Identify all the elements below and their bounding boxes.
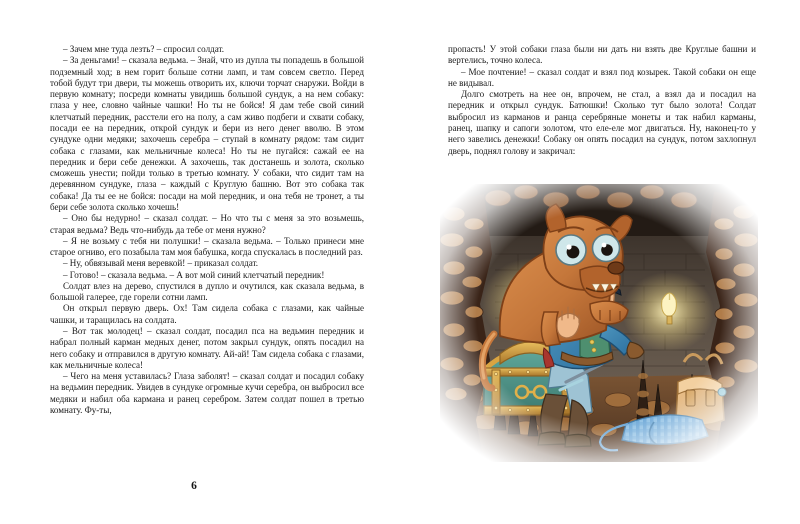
illustration-artwork bbox=[440, 184, 758, 462]
paragraph: – Готово! – сказала ведьма. – А вот мой синий клетчатый передник! bbox=[63, 269, 325, 280]
paragraph: – Ну, обвязывай меня веревкой! – приказал солдат. bbox=[63, 258, 259, 269]
paragraph: – Я не возьму с тебя ни полушки! – сказала ведьма. – Только принеси мне старое огниво, его позабыла там моя бабушка, когда спускалась в последний раз. bbox=[50, 235, 364, 258]
page-number: 6 bbox=[191, 480, 197, 492]
paragraph: – Зачем мне туда лезть? – спросил солдат. bbox=[63, 44, 225, 54]
paragraph: пропасть! У этой собаки глаза были ни дать ни взять две Круглые башни и вертелись, точно колеса. bbox=[448, 44, 756, 66]
paragraph: – Вот так молодец! – сказал солдат, посадил пса на ведьмин передник и набрал полный карман медных денег, потом закрыл сундук, опять посадил на него собаку и отправился в другую комнату. Ай-ай! Там сидела собака с глазами, как мельничные колеса! bbox=[50, 326, 364, 370]
paragraph: Солдат влез на дерево, спустился в дупло и очутился, как сказала ведьма, в большой галерее, где горели сотни ламп. bbox=[50, 280, 364, 303]
paragraph: – Чего на меня уставилась? Глаза заболят! – сказал солдат и посадил собаку на ведьмин передник. Увидев в сундуке огромные кучи серебра, он выбросил все медяки и набил оба кармана и ранец серебром. Затем солдат пошел в третью комнату. Фу-ты, bbox=[50, 371, 364, 415]
right-page-text-column bbox=[448, 44, 756, 157]
paragraph: Долго смотреть на нее он, впрочем, не стал, а взял да и посадил на передник и открыл сундук. Батюшки! Сколько тут было золота! Солдат выбросил из карманов и ранца серебряные монеты и так набил карманы, ранец, шапку и сапоги золотом, что еле-еле мог двигаться. Ну, наконец-то у него завелись денежки! Собаку он опять посадил на сундук, потом захлопнул дверь, поднял голову и закричал: bbox=[448, 89, 756, 156]
paragraph: – Оно бы недурно! – сказал солдат. – Но что ты с меня за это возьмешь, старая ведьма? Ведь что-нибудь да тебе от меня нужно? bbox=[50, 213, 364, 235]
illustration bbox=[440, 184, 758, 462]
paragraph: – Мое почтение! – сказал солдат и взял под козырек. Такой собаки он еще не видывал. bbox=[448, 66, 756, 88]
paragraph: – За деньгами! – сказала ведьма. – Знай, что из дупла ты попадешь в большой подземный ход; в нем горит больше сотни ламп, и там совсем светло. Перед тобой будут три двери, ты можешь отворить их, ключи торчат снаружи. Войди в первую комнату; посреди комнаты увидишь большой сундук, а на нем собаку: глаза у нее, словно чайные чашки! Но ты не бойся! Я дам тебе свой синий клетчатый передник, расстели его на полу, а сам живо подбеги и схвати собаку, посади ее на передник, открой сундук и бери из него денег вволю. В этом сундуке одни медяки; захочешь серебра – ступай в комнату рядом: там сидит собака с глазами, как мельничные колеса! Но ты не пугайся: сажай ее на передник и бери себе денежки. А захочешь, так достанешь и золота, сколько сможешь унести; пойди только в третью комнату. У собаки, что сидит там на деревянном сундуке, глаза – каждый с Круглую башню. Вот это собака так собака! Да ты ее не бойся: посади на мой передник, и она тебя не тронет, а ты бери себе золота сколько хочешь! bbox=[50, 55, 364, 212]
left-page-text-column bbox=[50, 44, 364, 416]
illustration-vignette bbox=[440, 184, 758, 462]
paragraph: Он открыл первую дверь. Ох! Там сидела собака с глазами, как чайные чашки, и таращилась на солдата. bbox=[50, 303, 364, 325]
